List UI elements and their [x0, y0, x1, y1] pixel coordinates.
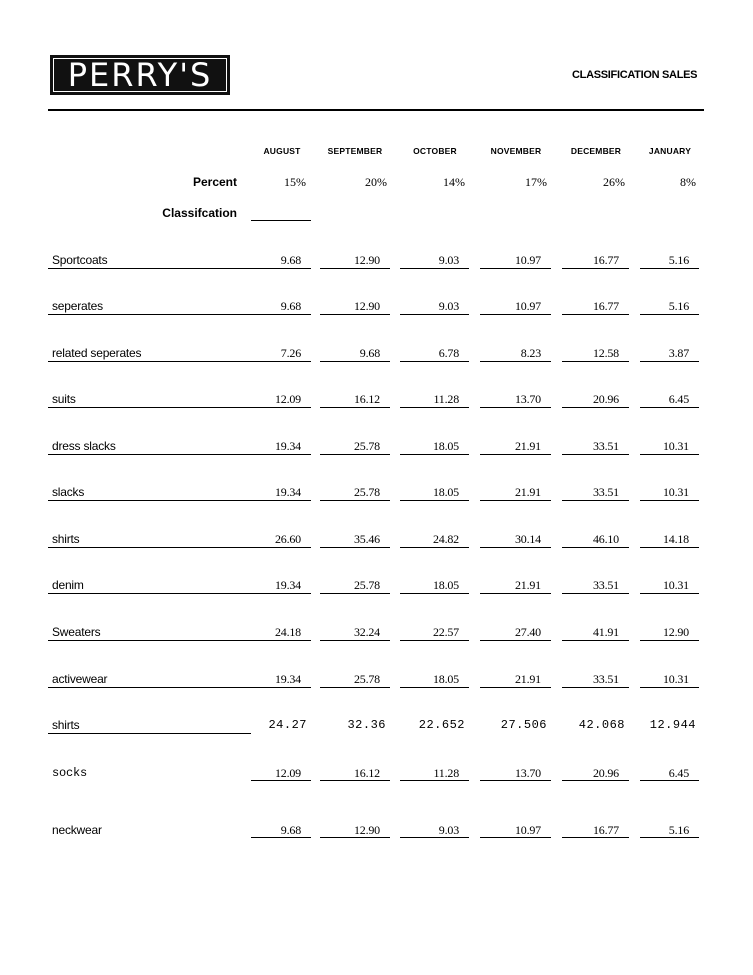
cell-august: 26.60 [274, 532, 301, 546]
cell-september: 25.78 [353, 485, 380, 499]
cell-rule [400, 837, 469, 838]
cell-rule [480, 268, 551, 269]
cell-rule [251, 407, 311, 408]
cell-rule [562, 780, 629, 781]
cell-rule [320, 547, 390, 548]
cell-september: 25.78 [353, 439, 380, 453]
cell-rule [251, 640, 311, 641]
cell-rule [562, 500, 629, 501]
cell-september: 32.24 [353, 625, 380, 639]
row-label: shirts [52, 718, 80, 732]
cell-september: 12.90 [353, 299, 380, 313]
row-label: suits [52, 392, 76, 406]
cell-rule [320, 640, 390, 641]
cell-rule [562, 547, 629, 548]
cell-rule [320, 454, 390, 455]
cell-october: 18.05 [432, 578, 459, 592]
logo-text: PERRY'S [67, 56, 213, 94]
row-label-rule [48, 268, 251, 269]
month-header-august: AUGUST [263, 146, 301, 156]
cell-rule [320, 314, 390, 315]
cell-rule [640, 687, 699, 688]
cell-january: 14.18 [662, 532, 689, 546]
cell-october: 9.03 [438, 823, 459, 837]
cell-rule [320, 593, 390, 594]
row-label: dress slacks [52, 439, 116, 453]
cell-september: 9.68 [359, 346, 380, 360]
cell-january: 5.16 [668, 253, 689, 267]
cell-december: 33.51 [592, 485, 619, 499]
cell-august: 12.09 [274, 766, 301, 780]
cell-november: 8.23 [520, 346, 541, 360]
row-label: neckwear [52, 823, 102, 837]
row-label-rule [48, 314, 251, 315]
cell-january: 10.31 [662, 578, 689, 592]
cell-october: 18.05 [432, 439, 459, 453]
cell-rule [640, 500, 699, 501]
cell-rule [562, 407, 629, 408]
cell-december: 41.91 [592, 625, 619, 639]
cell-january: 6.45 [668, 392, 689, 406]
cell-rule [480, 407, 551, 408]
percent-september: 20% [365, 175, 387, 189]
cell-rule [400, 780, 469, 781]
row-label-rule [48, 547, 251, 548]
cell-rule [400, 268, 469, 269]
cell-january: 10.31 [662, 439, 689, 453]
month-header-january: JANUARY [648, 146, 692, 156]
cell-rule [251, 837, 311, 838]
cell-august: 19.34 [274, 485, 301, 499]
cell-september: 12.90 [353, 253, 380, 267]
percent-november: 17% [525, 175, 547, 189]
cell-rule [320, 837, 390, 838]
row-label: related seperates [52, 346, 142, 360]
cell-august: 19.34 [274, 439, 301, 453]
cell-november: 27.40 [514, 625, 541, 639]
cell-rule [251, 547, 311, 548]
cell-november: 13.70 [514, 392, 541, 406]
cell-september: 16.12 [353, 766, 380, 780]
cell-october: 22.652 [418, 718, 465, 732]
cell-november: 27.506 [500, 718, 547, 732]
cell-august: 12.09 [274, 392, 301, 406]
cell-august: 19.34 [274, 578, 301, 592]
row-label: denim [52, 578, 84, 592]
brand-logo [50, 55, 230, 95]
cell-december: 20.96 [592, 766, 619, 780]
cell-rule [562, 314, 629, 315]
cell-october: 24.82 [432, 532, 459, 546]
cell-rule [251, 314, 311, 315]
cell-rule [640, 547, 699, 548]
cell-august: 24.27 [268, 718, 307, 732]
cell-rule [400, 593, 469, 594]
month-header-september: SEPTEMBER [327, 146, 383, 156]
cell-january: 6.45 [668, 766, 689, 780]
cell-november: 30.14 [514, 532, 541, 546]
cell-rule [562, 268, 629, 269]
cell-rule [480, 640, 551, 641]
cell-january: 5.16 [668, 299, 689, 313]
cell-rule [320, 687, 390, 688]
cell-january: 3.87 [668, 346, 689, 360]
cell-december: 16.77 [592, 253, 619, 267]
cell-november: 21.91 [514, 578, 541, 592]
row-label: seperates [52, 299, 103, 313]
cell-rule [562, 593, 629, 594]
cell-rule [400, 640, 469, 641]
row-label-rule [48, 733, 251, 734]
cell-september: 25.78 [353, 578, 380, 592]
cell-october: 9.03 [438, 253, 459, 267]
percent-december: 26% [603, 175, 625, 189]
cell-november: 21.91 [514, 672, 541, 686]
row-label-rule [48, 361, 251, 362]
cell-december: 20.96 [592, 392, 619, 406]
cell-rule [251, 593, 311, 594]
cell-rule [251, 268, 311, 269]
row-label: Sportcoats [52, 253, 108, 267]
cell-november: 10.97 [514, 299, 541, 313]
cell-august: 24.18 [274, 625, 301, 639]
cell-rule [251, 780, 311, 781]
cell-august: 9.68 [280, 253, 301, 267]
cell-september: 32.36 [347, 718, 386, 732]
cell-rule [480, 780, 551, 781]
cell-november: 13.70 [514, 766, 541, 780]
cell-rule [251, 687, 311, 688]
classification-label: Classifcation [162, 206, 237, 220]
cell-december: 16.77 [592, 823, 619, 837]
row-label-rule [48, 593, 251, 594]
cell-december: 33.51 [592, 672, 619, 686]
cell-august: 9.68 [280, 299, 301, 313]
cell-january: 5.16 [668, 823, 689, 837]
cell-october: 9.03 [438, 299, 459, 313]
cell-december: 33.51 [592, 439, 619, 453]
month-header-december: DECEMBER [570, 146, 622, 156]
cell-october: 11.28 [433, 392, 459, 406]
cell-rule [480, 837, 551, 838]
cell-rule [562, 687, 629, 688]
cell-september: 35.46 [353, 532, 380, 546]
row-label-rule [48, 454, 251, 455]
cell-rule [400, 547, 469, 548]
cell-august: 7.26 [280, 346, 301, 360]
row-label: activewear [52, 672, 108, 686]
cell-rule [640, 361, 699, 362]
cell-rule [480, 547, 551, 548]
cell-september: 16.12 [353, 392, 380, 406]
cell-rule [480, 687, 551, 688]
cell-rule [320, 361, 390, 362]
row-label-rule [48, 500, 251, 501]
row-label: shirts [52, 532, 80, 546]
cell-rule [640, 407, 699, 408]
cell-rule [480, 314, 551, 315]
cell-september: 25.78 [353, 672, 380, 686]
cell-rule [640, 314, 699, 315]
cell-rule [640, 640, 699, 641]
cell-rule [480, 361, 551, 362]
percent-label: Percent [192, 175, 237, 189]
row-label: slacks [52, 485, 85, 499]
cell-december: 12.58 [592, 346, 619, 360]
cell-november: 21.91 [514, 485, 541, 499]
cell-rule [640, 837, 699, 838]
cell-december: 33.51 [592, 578, 619, 592]
cell-october: 18.05 [432, 672, 459, 686]
cell-november: 21.91 [514, 439, 541, 453]
cell-january: 10.31 [662, 672, 689, 686]
cell-rule [400, 454, 469, 455]
cell-january: 10.31 [662, 485, 689, 499]
cell-rule [251, 500, 311, 501]
cell-rule [320, 268, 390, 269]
cell-october: 22.57 [432, 625, 459, 639]
month-header-november: NOVEMBER [490, 146, 542, 156]
cell-rule [251, 361, 311, 362]
cell-rule [400, 407, 469, 408]
cell-rule [480, 593, 551, 594]
cell-rule [320, 500, 390, 501]
cell-rule [400, 361, 469, 362]
cell-august: 9.68 [280, 823, 301, 837]
row-label: socks [52, 766, 88, 780]
cell-rule [562, 361, 629, 362]
cell-january: 12.90 [662, 625, 689, 639]
percent-october: 14% [443, 175, 465, 189]
cell-october: 11.28 [433, 766, 459, 780]
cell-november: 10.97 [514, 823, 541, 837]
cell-rule [400, 687, 469, 688]
cell-rule [640, 454, 699, 455]
classification-underline [251, 220, 311, 221]
cell-rule [562, 837, 629, 838]
header-divider [48, 109, 704, 111]
row-label-rule [48, 687, 251, 688]
cell-december: 16.77 [592, 299, 619, 313]
month-header-october: OCTOBER [413, 146, 457, 156]
row-label-rule [48, 640, 251, 641]
row-label: Sweaters [52, 625, 101, 639]
cell-rule [400, 500, 469, 501]
cell-rule [480, 500, 551, 501]
cell-rule [251, 454, 311, 455]
percent-january: 8% [680, 175, 696, 189]
cell-rule [320, 780, 390, 781]
row-label-rule [48, 407, 251, 408]
cell-september: 12.90 [353, 823, 380, 837]
cell-january: 12.944 [649, 718, 696, 732]
cell-december: 42.068 [578, 718, 625, 732]
cell-rule [562, 640, 629, 641]
cell-october: 18.05 [432, 485, 459, 499]
cell-rule [640, 268, 699, 269]
cell-august: 19.34 [274, 672, 301, 686]
cell-rule [320, 407, 390, 408]
report-title: CLASSIFICATION SALES [572, 69, 698, 81]
cell-october: 6.78 [438, 346, 459, 360]
cell-rule [480, 454, 551, 455]
cell-rule [562, 454, 629, 455]
cell-rule [400, 314, 469, 315]
cell-rule [640, 593, 699, 594]
cell-november: 10.97 [514, 253, 541, 267]
cell-december: 46.10 [592, 532, 619, 546]
cell-rule [640, 780, 699, 781]
percent-august: 15% [284, 175, 306, 189]
